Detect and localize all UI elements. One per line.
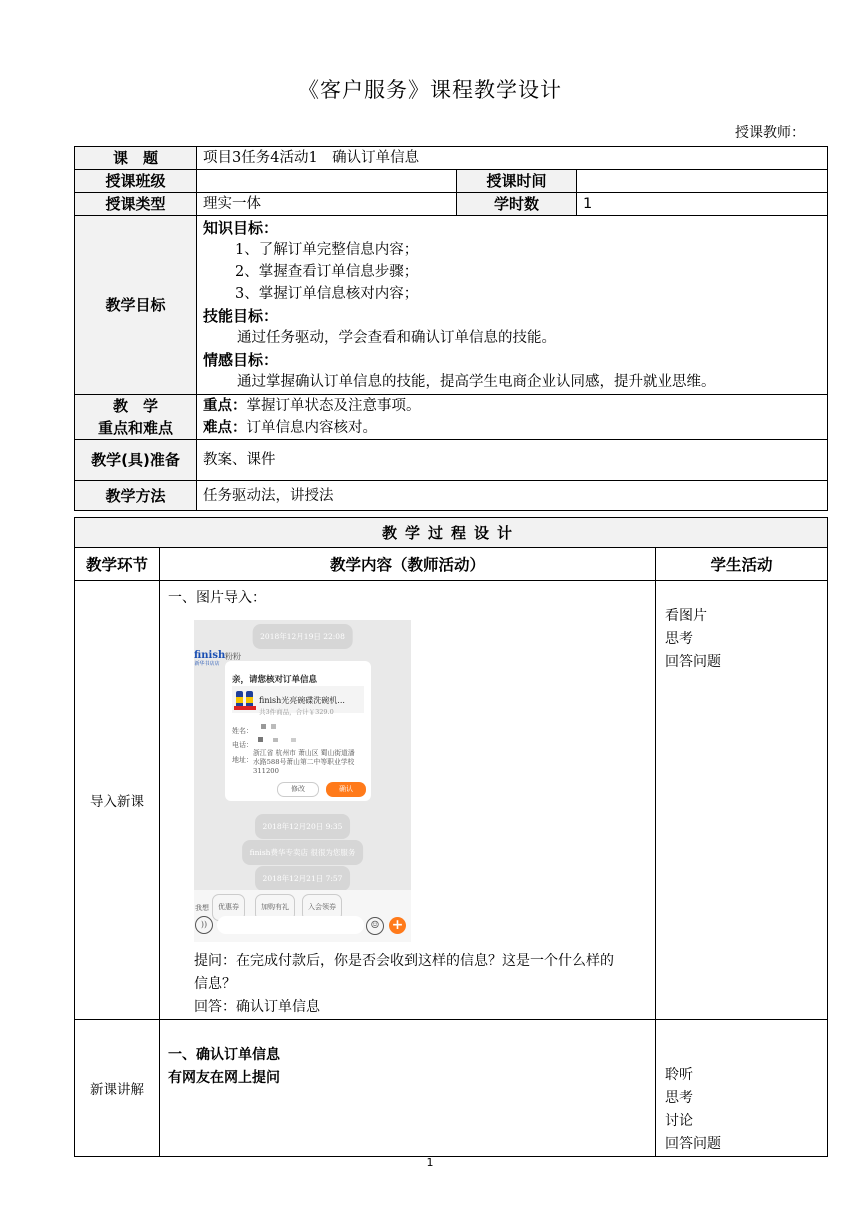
knowledge-item: 2、掌握查看订单信息步骤； [235, 264, 419, 280]
chat-screenshot [194, 620, 411, 942]
student-activity-new-lesson [656, 1020, 828, 1157]
phone-label: 电话： [232, 741, 253, 749]
keypoints-label-line1: 教 学 [112, 397, 158, 415]
stage-intro: 导入新课 [75, 581, 160, 1020]
intro-heading: 一、图片导入： [168, 590, 266, 606]
skill-text: 通过任务驱动，学会查看和确认订单信息的技能。 [237, 330, 556, 346]
difficult-heading: 难点： [203, 420, 247, 436]
quick-label: 我想 [195, 904, 209, 912]
product-row[interactable] [232, 686, 364, 716]
time-label: 授课时间 [457, 170, 577, 193]
student-activity-item: 回答问题 [665, 1136, 721, 1152]
quick-reply-member[interactable]: 入会领券 [302, 894, 342, 921]
store-logo-text: finish [194, 650, 226, 661]
quick-reply-coupon[interactable]: 优惠券 [212, 894, 245, 921]
process-section-title: 教学过程设计 [75, 518, 828, 548]
method-label: 教学方法 [75, 481, 197, 511]
store-logo [194, 650, 226, 667]
product-image-icon [234, 688, 256, 711]
new-lesson-sub: 有网友在网上提问 [168, 1070, 280, 1086]
goals-label: 教学目标 [75, 216, 197, 395]
confirm-button[interactable]: 确认 [326, 782, 366, 797]
document-title: 《客户服务》课程教学设计 [298, 78, 562, 102]
teacher-label: 授课教师： [735, 125, 805, 141]
type-label: 授课类型 [75, 193, 197, 216]
page-number: 1 [426, 1156, 434, 1169]
col-content-header: 教学内容（教师活动） [160, 548, 656, 581]
hours-value: 1 [577, 193, 828, 216]
type-value: 理实一体 [197, 193, 457, 216]
student-activity-item: 思考 [665, 631, 693, 647]
process-table [74, 517, 828, 1157]
col-student-header: 学生活动 [656, 548, 828, 581]
difficult-text: 订单信息内容核对。 [246, 420, 377, 436]
redacted-mark [273, 738, 278, 742]
intro-question [194, 950, 647, 1019]
store-logo-subtext: 新华书店店 [194, 661, 220, 667]
knowledge-heading: 知识目标： [203, 219, 279, 237]
voice-icon[interactable]: )) [195, 916, 213, 934]
time-value [577, 170, 828, 193]
key-text: 掌握订单状态及注意事项。 [246, 398, 421, 414]
question-line: 提问：在完成付款后，你是否会收到这样的信息？这是一个什么样的 [194, 953, 614, 969]
modify-button[interactable]: 修改 [277, 782, 319, 797]
redacted-mark [271, 724, 276, 729]
redacted-mark [258, 737, 263, 742]
col-stage-header: 教学环节 [75, 548, 160, 581]
address-text [253, 749, 355, 776]
topic-value: 项目3任务4活动1 确认订单信息 [197, 147, 828, 170]
name-label: 姓名： [232, 727, 253, 735]
new-lesson-heading: 一、确认订单信息 [168, 1047, 280, 1063]
student-activity-intro [656, 581, 828, 1020]
emotion-heading: 情感目标： [203, 351, 279, 369]
student-activity-item: 讨论 [665, 1113, 693, 1129]
stage-new-lesson: 新课讲解 [75, 1020, 160, 1157]
quick-reply-addon[interactable]: 加购有礼 [255, 894, 295, 921]
redacted-mark [291, 738, 296, 742]
chat-bottom-bar [194, 890, 411, 942]
class-label: 授课班级 [75, 170, 197, 193]
student-activity-item: 看图片 [665, 608, 707, 624]
question-line: 信息？ [194, 976, 236, 992]
hours-label: 学时数 [457, 193, 577, 216]
skill-heading: 技能目标： [203, 307, 279, 325]
prep-value: 教案、课件 [197, 440, 828, 481]
chat-timestamp: 2018年12月19日 22:08 [252, 624, 353, 649]
product-summary: 共3件商品，合计￥329.0 [259, 708, 334, 716]
order-card [225, 661, 371, 801]
chat-timestamp: 2018年12月20日 9:35 [255, 814, 351, 839]
store-message: finish费华专卖店 很很为您服务 [242, 840, 364, 865]
new-lesson-content [160, 1020, 656, 1157]
topic-label: 课 题 [75, 147, 197, 170]
answer-line: 回答：确认订单信息 [194, 999, 320, 1015]
knowledge-item: 3、掌握订单信息核对内容； [235, 286, 419, 302]
student-activity-item: 回答问题 [665, 654, 721, 670]
emoji-icon[interactable]: ☺ [366, 917, 384, 935]
plus-icon[interactable]: + [389, 917, 406, 934]
student-activity-item: 思考 [665, 1090, 693, 1106]
chat-timestamp: 2018年12月21日 7:57 [255, 866, 351, 891]
course-info-table [74, 146, 828, 511]
student-activity-item: 聆听 [665, 1067, 693, 1083]
product-name: finish光亮碗碟洗碗机... [259, 696, 345, 705]
emotion-text: 通过掌握确认订单信息的技能，提高学生电商企业认同感，提升就业思维。 [237, 374, 716, 390]
keypoints-label [75, 395, 197, 440]
prep-label: 教学(具)准备 [75, 440, 197, 481]
keypoints-label-line2: 重点和难点 [97, 419, 173, 437]
address-line: 浙江省 杭州市 萧山区 蜀山街道潘 [253, 749, 355, 757]
goals-content [197, 216, 828, 395]
order-card-title: 亲，请您核对订单信息 [232, 675, 318, 685]
method-value: 任务驱动法，讲授法 [197, 481, 828, 511]
message-input[interactable] [217, 916, 364, 934]
address-label: 地址： [232, 756, 253, 764]
intro-content [160, 581, 656, 1020]
redacted-mark [261, 724, 266, 729]
knowledge-item: 1、了解订单完整信息内容； [235, 242, 419, 258]
key-heading: 重点： [203, 398, 247, 414]
sender-name: 粉粉 [225, 652, 241, 661]
class-value [197, 170, 457, 193]
address-line: 水路588号萧山第二中等职业学校 [253, 758, 355, 766]
address-line: 311200 [253, 767, 279, 775]
keypoints-content [197, 395, 828, 440]
